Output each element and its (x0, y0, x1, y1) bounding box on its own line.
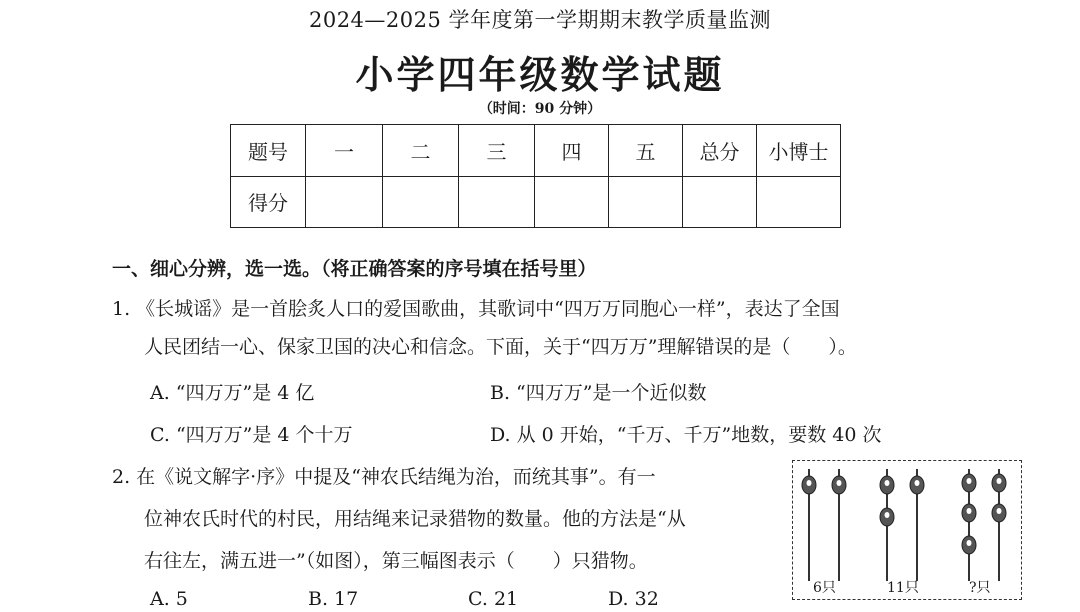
score-header-cell: 四 (535, 125, 609, 177)
section-title: 一、细心分辨，选一选。（将正确答案的序号填在括号里） (112, 258, 597, 280)
score-table (230, 124, 841, 228)
question-1-line-1: 1. 《长城谣》是一首脍炙人口的爱国歌曲，其歌词中“四万万同胞心一样”，表达了全国 (112, 298, 840, 320)
question-1-option-c: C. “四万万”是 4 个十万 (150, 424, 353, 446)
time-note: （时间：90 分钟） (478, 101, 602, 117)
score-cell-blank (683, 176, 757, 228)
rope-caption-3: ?只 (969, 580, 991, 596)
score-header-cell: 小博士 (757, 125, 841, 177)
question-2-option-b: B. 17 (308, 588, 359, 610)
score-header-cell: 题号 (231, 125, 306, 177)
score-header-cell: 一 (306, 125, 383, 177)
question-2-option-d: D. 32 (608, 588, 659, 610)
question-2-line-3: 右往左，满五进一”（如图），第三幅图表示（ ）只猎物。 (144, 550, 648, 572)
score-header-cell: 五 (609, 125, 683, 177)
score-header-cell: 三 (459, 125, 535, 177)
score-header-cell: 总分 (683, 125, 757, 177)
question-1-option-a: A. “四万万”是 4 亿 (150, 382, 315, 404)
question-1-line-2: 人民团结一心、保家卫国的决心和信念。下面，关于“四万万”理解错误的是（ ）。 (144, 336, 857, 358)
rope-caption-1: 6只 (813, 580, 836, 596)
score-cell-blank (609, 176, 683, 228)
page-title: 小学四年级数学试题 (355, 52, 725, 97)
question-2-line-1: 2. 在《说文解字·序》中提及“神农氏结绳为治，而统其事”。有一 (112, 466, 656, 488)
score-cell-blank (383, 176, 459, 228)
score-row-label: 得分 (231, 176, 306, 228)
score-cell-blank (459, 176, 535, 228)
score-header-cell: 二 (383, 125, 459, 177)
rope-caption-2: 11只 (887, 580, 919, 596)
score-table-score-row (231, 176, 841, 228)
score-cell-blank (306, 176, 383, 228)
question-2-option-c: C. 21 (468, 588, 519, 610)
question-2-option-a: A. 5 (150, 588, 188, 610)
score-table-header-row (231, 125, 841, 177)
question-1-option-b: B. “四万万”是一个近似数 (490, 382, 707, 404)
question-1-option-d: D. 从 0 开始，“千万、千万”地数，要数 40 次 (490, 424, 882, 446)
question-2-line-2: 位神农氏时代的村民，用结绳来记录猎物的数量。他的方法是“从 (144, 508, 686, 530)
knotted-rope-figure (792, 460, 1022, 600)
score-cell-blank (535, 176, 609, 228)
score-cell-blank (757, 176, 841, 228)
exam-header-line: 2024—2025 学年度第一学期期末教学质量监测 (308, 8, 772, 32)
